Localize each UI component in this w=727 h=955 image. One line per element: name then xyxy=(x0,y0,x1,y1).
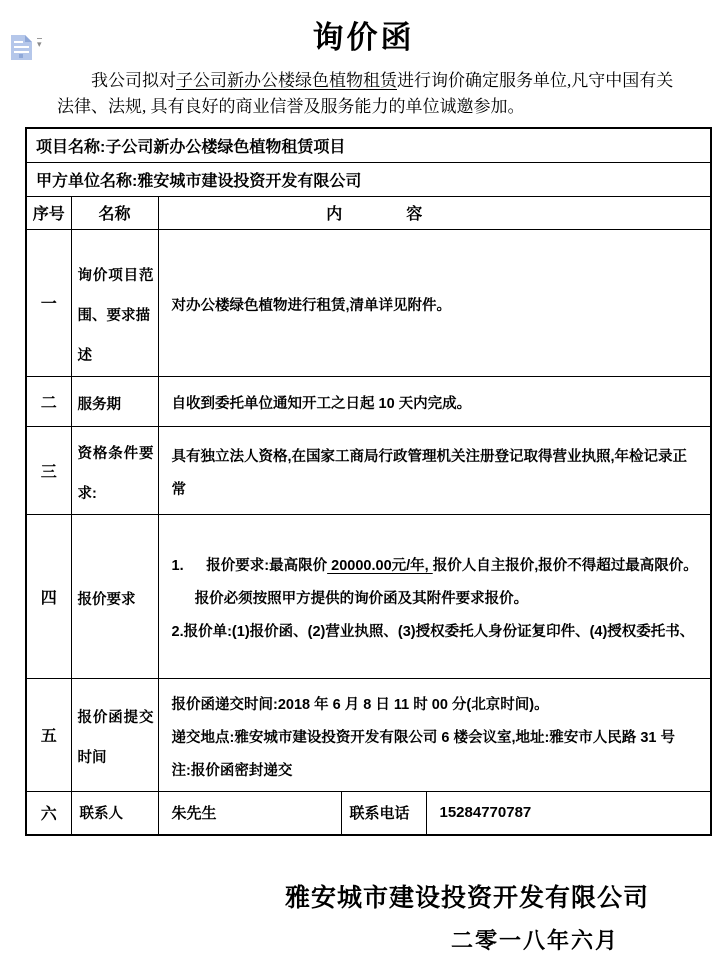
qualification-name-cell xyxy=(71,426,158,514)
service-name-line1: 服务期 xyxy=(77,396,121,413)
scope-index-cell: 一 xyxy=(26,229,71,376)
service-name-cell xyxy=(71,376,158,426)
submission-index-cell: 五 xyxy=(26,678,71,791)
qualification-name-line2: 求: xyxy=(77,485,97,502)
quote-item-1-prefix: 报价要求:最高限价 xyxy=(206,558,328,574)
header-name: 名称 xyxy=(71,196,158,229)
paste-options-button[interactable] xyxy=(10,34,54,64)
submission-line-1: 报价函递交时间:2018 年 6 月 8 日 11 时 00 分(北京时间)。 xyxy=(171,696,549,713)
submission-line-3: 注:报价函密封递交 xyxy=(171,762,293,779)
quote-name-line1: 报价要求 xyxy=(77,591,136,608)
project-name-cell: 项目名称:子公司新办公楼绿色植物租赁项目 xyxy=(26,128,711,162)
contact-person-cell: 朱先生 xyxy=(158,791,341,835)
footer-company-name: 雅安城市建设投资开发有限公司 xyxy=(284,885,649,912)
quote-name-cell xyxy=(71,514,158,678)
row-submission-time xyxy=(26,678,711,791)
row-scope xyxy=(26,229,711,376)
scope-name-line2: 围、要求描述 xyxy=(77,307,150,364)
submission-name-line2: 时间 xyxy=(77,750,107,766)
paste-document-icon xyxy=(10,34,33,61)
intro-underlined-text: 子公司新办公楼绿色植物租赁 xyxy=(176,71,397,90)
row-party-name xyxy=(26,162,711,196)
intro-paragraph xyxy=(57,68,679,120)
intro-prefix: 我公司拟对 xyxy=(91,71,176,90)
submission-name-cell xyxy=(71,678,158,791)
row-project-name xyxy=(26,128,711,162)
quote-index-cell: 四 xyxy=(26,514,71,678)
scope-name-cell xyxy=(71,229,158,376)
row-service-period xyxy=(26,376,711,426)
phone-label-cell: 联系电话 xyxy=(341,791,426,835)
contact-name-cell xyxy=(71,791,158,835)
service-content-cell: 自收到委托单位通知开工之日起 10 天内完成。 xyxy=(158,376,711,426)
submission-line-2: 递交地点:雅安城市建设投资开发有限公司 6 楼会议室,地址:雅安市人民路 31 号 xyxy=(171,729,675,746)
page-title: 询价函 xyxy=(312,20,415,55)
quote-item-2: 2.报价单:(1)报价函、(2)营业执照、(3)授权委托人身份证复印件、(4)授权委托书、 xyxy=(171,624,695,640)
scope-content-cell: 对办公楼绿色植物进行租赁,清单详见附件。 xyxy=(158,229,711,376)
row-quote-requirements xyxy=(26,514,711,678)
qualification-content-cell: 具有独立法人资格,在国家工商局行政管理机关注册登记取得营业执照,年检记录正常 xyxy=(158,426,711,514)
contact-name-label: 联系人 xyxy=(79,806,123,823)
quote-item-1 xyxy=(172,550,699,616)
quote-item-1-rest: 报价人自主报价,报价不得超过最高限价。报价必须按照甲方提供的询价函及其附件要求报价。 xyxy=(194,558,698,607)
quote-item-1-number: 1. xyxy=(171,558,184,574)
submission-name-line1: 报价函提交 xyxy=(77,710,154,726)
row-qualification xyxy=(26,426,711,514)
quote-item-1-underlined: 20000.00元/年, xyxy=(327,558,433,574)
party-name-cell: 甲方单位名称:雅安城市建设投资开发有限公司 xyxy=(26,162,711,196)
qualification-index-cell: 三 xyxy=(26,426,71,514)
submission-content-cell xyxy=(158,678,711,791)
contact-index-cell: 六 xyxy=(26,791,71,835)
document-page xyxy=(0,12,727,955)
quote-content-cell xyxy=(158,514,711,678)
service-index-cell: 二 xyxy=(26,376,71,426)
header-content: 内 容 xyxy=(158,196,711,229)
table-header-row xyxy=(26,196,711,229)
header-index: 序号 xyxy=(26,196,71,229)
phone-number-cell: 15284770787 xyxy=(426,791,711,835)
scope-name-line1: 询价项目范 xyxy=(77,267,154,284)
qualification-name-line1: 资格条件要 xyxy=(77,445,154,462)
inquiry-table xyxy=(25,127,712,836)
footer-date: 二零一八年六月 xyxy=(450,928,619,953)
row-contact xyxy=(26,791,711,835)
dropdown-caret-icon: ▾ xyxy=(37,39,42,49)
intro-suffix: 进行询价确定服务单位,凡守中国有关法律、法规, 具有良好的商业信誉及服务能力的单位诚邀参加。 xyxy=(57,71,674,116)
